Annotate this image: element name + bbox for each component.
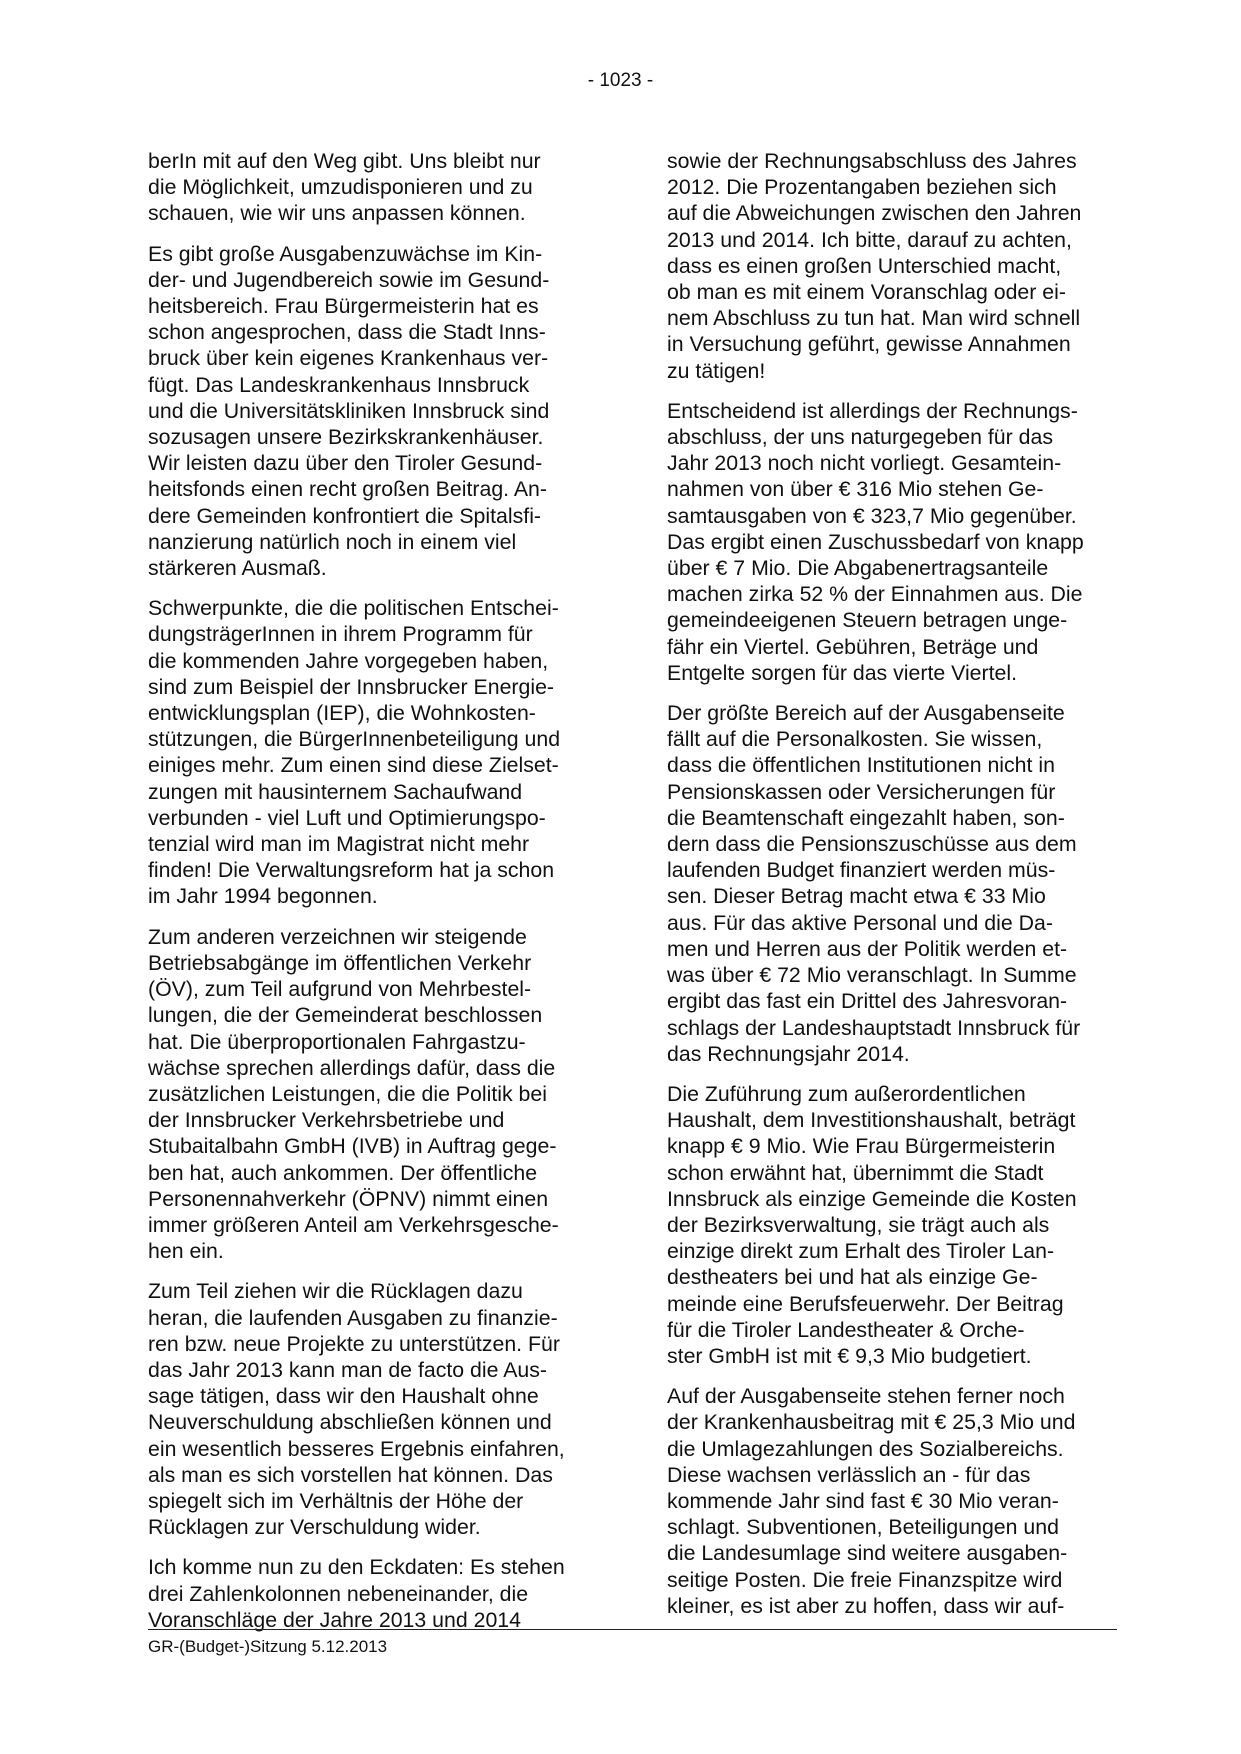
text-line: Innsbruck als einzige Gemeinde die Kosten (667, 1186, 1077, 1211)
text-line: das Jahr 2013 kann man de facto die Aus- (148, 1357, 547, 1382)
text-line: Jahr 2013 noch nicht vorliegt. Gesamtein- (667, 451, 1062, 476)
text-line: Haushalt, dem Investitionshaushalt, beträgt (667, 1108, 1076, 1133)
text-line: Zum Teil ziehen wir die Rücklagen dazu (148, 1279, 523, 1304)
text-line: Rücklagen zur Verschuldung wider. (148, 1515, 481, 1540)
text-line: zu tätigen! (667, 358, 766, 383)
text-line: die Möglichkeit, umzudisponieren und zu (148, 175, 533, 200)
text-line: men und Herren aus der Politik werden et- (667, 936, 1068, 961)
text-line: fällt auf die Personalkosten. Sie wissen, (667, 727, 1043, 752)
text-line: schauen, wie wir uns anpassen können. (148, 201, 526, 226)
text-line: einiges mehr. Zum einen sind diese Zielset- (148, 753, 559, 778)
text-line: schlagt. Subventionen, Beteiligungen und (667, 1515, 1059, 1540)
paragraph (148, 148, 593, 227)
text-line: dern dass die Pensionszuschüsse aus dem (667, 832, 1077, 857)
text-line: die kommenden Jahre vorgegeben haben, (148, 648, 549, 673)
text-line: schon angesprochen, dass die Stadt Inns- (148, 320, 546, 345)
text-line: abschluss, der uns naturgegeben für das (667, 425, 1053, 450)
text-line: Ich komme nun zu den Eckdaten: Es stehen (148, 1555, 565, 1580)
text-line: drei Zahlenkolonnen nebeneinander, die (148, 1581, 529, 1606)
text-line: Personennahverkehr (ÖPNV) nimmt einen (148, 1186, 549, 1211)
text-line: verbunden - viel Luft und Optimierungspo- (148, 805, 546, 830)
text-line: samtausgaben von € 323,7 Mio gegenüber. (667, 503, 1077, 528)
text-line: schlags der Landeshauptstadt Innsbruck für (667, 1015, 1081, 1040)
text-line: Zum anderen verzeichnen wir steigende (148, 924, 527, 949)
right-text-column (667, 148, 1112, 1633)
text-line: hat. Die überproportionalen Fahrgastzu- (148, 1029, 526, 1054)
text-line: finden! Die Verwaltungsreform hat ja schon (148, 858, 555, 883)
text-line: 2013 und 2014. Ich bitte, darauf zu achten, (667, 227, 1072, 252)
paragraph (667, 398, 1112, 686)
paragraph (148, 595, 593, 909)
text-line: ben hat, auch ankommen. Der öffentliche (148, 1160, 538, 1185)
text-line: stützungen, die BürgerInnenbeteiligung und (148, 727, 561, 752)
text-line: dass es einen großen Unterschied macht, (667, 253, 1062, 278)
left-text-column (148, 148, 593, 1647)
text-line: ren bzw. neue Projekte zu unterstützen. Für (148, 1331, 560, 1356)
text-line: tenzial wird man im Magistrat nicht mehr (148, 832, 530, 857)
text-line: ob man es mit einem Voranschlag oder ei- (667, 280, 1066, 305)
text-line: Diese wachsen verlässlich an - für das (667, 1462, 1031, 1487)
text-line: in Versuchung geführt, gewisse Annahmen (667, 332, 1071, 357)
text-line: knapp € 9 Mio. Wie Frau Bürgermeisterin (667, 1134, 1056, 1159)
paragraph (148, 1278, 593, 1540)
text-line: Das ergibt einen Zuschussbedarf von knapp (667, 529, 1084, 554)
text-line: aus. Für das aktive Personal und die Da- (667, 910, 1053, 935)
text-line: als man es sich vorstellen hat können. Das (148, 1462, 553, 1487)
text-line: nem Abschluss zu tun hat. Man wird schnell (667, 306, 1081, 331)
text-line: sowie der Rechnungsabschluss des Jahres (667, 149, 1077, 173)
text-line: meinde eine Berufsfeuerwehr. Der Beitrag (667, 1291, 1064, 1316)
paragraph (148, 924, 593, 1265)
text-line: nanzierung natürlich noch in einem viel (148, 529, 517, 554)
text-line: Neuverschuldung abschließen können und (148, 1410, 552, 1435)
text-line: die Umlagezahlungen des Sozialbereichs. (667, 1436, 1064, 1461)
text-line: Es gibt große Ausgabenzuwächse im Kin- (148, 241, 543, 266)
text-line: gemeindeeigenen Steuern betragen unge- (667, 608, 1068, 633)
text-line: kleiner, es ist aber zu hoffen, dass wir auf- (667, 1593, 1065, 1618)
text-line: stärkeren Ausmaß. (148, 556, 327, 581)
text-line: die Landesumlage sind weitere ausgaben- (667, 1541, 1068, 1566)
text-line: spiegelt sich im Verhältnis der Höhe der (148, 1488, 524, 1513)
paragraph (667, 700, 1112, 1067)
text-line: (ÖV), zum Teil aufgrund von Mehrbestel- (148, 977, 532, 1002)
text-line: kommende Jahr sind fast € 30 Mio veran- (667, 1488, 1059, 1513)
text-line: sozusagen unsere Bezirkskrankenhäuser. (148, 425, 544, 450)
text-line: Die Zuführung zum außerordentlichen (667, 1081, 1026, 1106)
text-line: dungsträgerInnen in ihrem Programm für (148, 622, 533, 647)
text-line: heitsbereich. Frau Bürgermeisterin hat es (148, 294, 539, 319)
text-line: die Beamtenschaft eingezahlt haben, son- (667, 805, 1065, 830)
text-line: seitige Posten. Die freie Finanzspitze wird (667, 1567, 1063, 1592)
text-line: Auf der Ausgabenseite stehen ferner noch (667, 1384, 1065, 1409)
text-line: und die Universitätskliniken Innsbruck sind (148, 398, 550, 423)
text-line: Voranschläge der Jahre 2013 und 2014 (148, 1607, 521, 1632)
text-line: ster GmbH ist mit € 9,3 Mio budgetiert. (667, 1343, 1032, 1368)
text-line: dass die öffentlichen Institutionen nicht in (667, 753, 1055, 778)
text-line: berIn mit auf den Weg gibt. Uns bleibt nur (148, 149, 541, 173)
text-line: sage tätigen, dass wir den Haushalt ohne (148, 1384, 539, 1409)
text-line: zungen mit hausinternem Sachaufwand (148, 779, 523, 804)
text-line: der- und Jugendbereich sowie im Gesund- (148, 267, 550, 292)
paragraph (148, 1554, 593, 1633)
text-line: Schwerpunkte, die die politischen Entschei- (148, 596, 559, 621)
text-line: was über € 72 Mio veranschlagt. In Summe (667, 963, 1077, 988)
footer-divider (148, 1629, 1117, 1630)
text-line: im Jahr 1994 begonnen. (148, 884, 378, 909)
text-line: 2012. Die Prozentangaben beziehen sich (667, 175, 1057, 200)
text-line: Stubaitalbahn GmbH (IVB) in Auftrag gege- (148, 1134, 557, 1159)
text-line: Entgelte sorgen für das vierte Viertel. (667, 660, 1018, 685)
text-line: Betriebsabgänge im öffentlichen Verkehr (148, 950, 532, 975)
text-line: der Krankenhausbeitrag mit € 25,3 Mio und (667, 1410, 1076, 1435)
paragraph (148, 241, 593, 582)
text-line: laufenden Budget finanziert werden müs- (667, 858, 1056, 883)
text-line: Pensionskassen oder Versicherungen für (667, 779, 1056, 804)
text-line: hen ein. (148, 1239, 224, 1264)
text-line: dere Gemeinden konfrontiert die Spitalsfi- (148, 503, 542, 528)
paragraph (667, 148, 1112, 384)
text-line: schon erwähnt hat, übernimmt die Stadt (667, 1160, 1044, 1185)
text-line: auf die Abweichungen zwischen den Jahren (667, 201, 1082, 226)
text-line: fähr ein Viertel. Gebühren, Beträge und (667, 634, 1039, 659)
text-line: einzige direkt zum Erhalt des Tiroler Lan- (667, 1239, 1055, 1264)
paragraph (667, 1081, 1112, 1369)
text-line: ein wesentlich besseres Ergebnis einfahren, (148, 1436, 565, 1461)
text-line: der Innsbrucker Verkehrsbetriebe und (148, 1108, 505, 1133)
page-number: - 1023 - (587, 70, 654, 91)
text-line: heran, die laufenden Ausgaben zu finanzie- (148, 1305, 558, 1330)
text-line: Entscheidend ist allerdings der Rechnungs- (667, 398, 1078, 423)
text-line: fügt. Das Landeskrankenhaus Innsbruck (148, 372, 530, 397)
text-line: lungen, die der Gemeinderat beschlossen (148, 1003, 543, 1028)
text-line: bruck über kein eigenes Krankenhaus ver- (148, 346, 549, 371)
text-line: über € 7 Mio. Die Abgabenertragsanteile (667, 556, 1049, 581)
text-line: destheaters bei und hat als einzige Ge- (667, 1265, 1038, 1290)
text-line: machen zirka 52 % der Einnahmen aus. Die (667, 582, 1083, 607)
paragraph (667, 1383, 1112, 1619)
text-line: entwicklungsplan (IEP), die Wohnkosten- (148, 701, 536, 726)
text-line: sind zum Beispiel der Innsbrucker Energie- (148, 674, 555, 699)
text-line: immer größeren Anteil am Verkehrsgesche- (148, 1212, 559, 1237)
text-line: zusätzlichen Leistungen, die die Politik bei (148, 1081, 547, 1106)
text-line: wächse sprechen allerdings dafür, dass die (148, 1055, 556, 1080)
text-line: sen. Dieser Betrag macht etwa € 33 Mio (667, 884, 1046, 909)
text-line: Wir leisten dazu über den Tiroler Gesund- (148, 451, 543, 476)
text-line: das Rechnungsjahr 2014. (667, 1041, 910, 1066)
text-line: heitsfonds einen recht großen Beitrag. An- (148, 477, 547, 502)
text-line: Der größte Bereich auf der Ausgabenseite (667, 701, 1065, 726)
text-line: ergibt das fast ein Drittel des Jahresvoran- (667, 989, 1068, 1014)
text-line: nahmen von über € 316 Mio stehen Ge- (667, 477, 1044, 502)
text-line: der Bezirksverwaltung, sie trägt auch als (667, 1212, 1050, 1237)
text-line: für die Tiroler Landestheater & Orche- (667, 1317, 1025, 1342)
footer-session-label: GR-(Budget-)Sitzung 5.12.2013 (148, 1637, 388, 1656)
